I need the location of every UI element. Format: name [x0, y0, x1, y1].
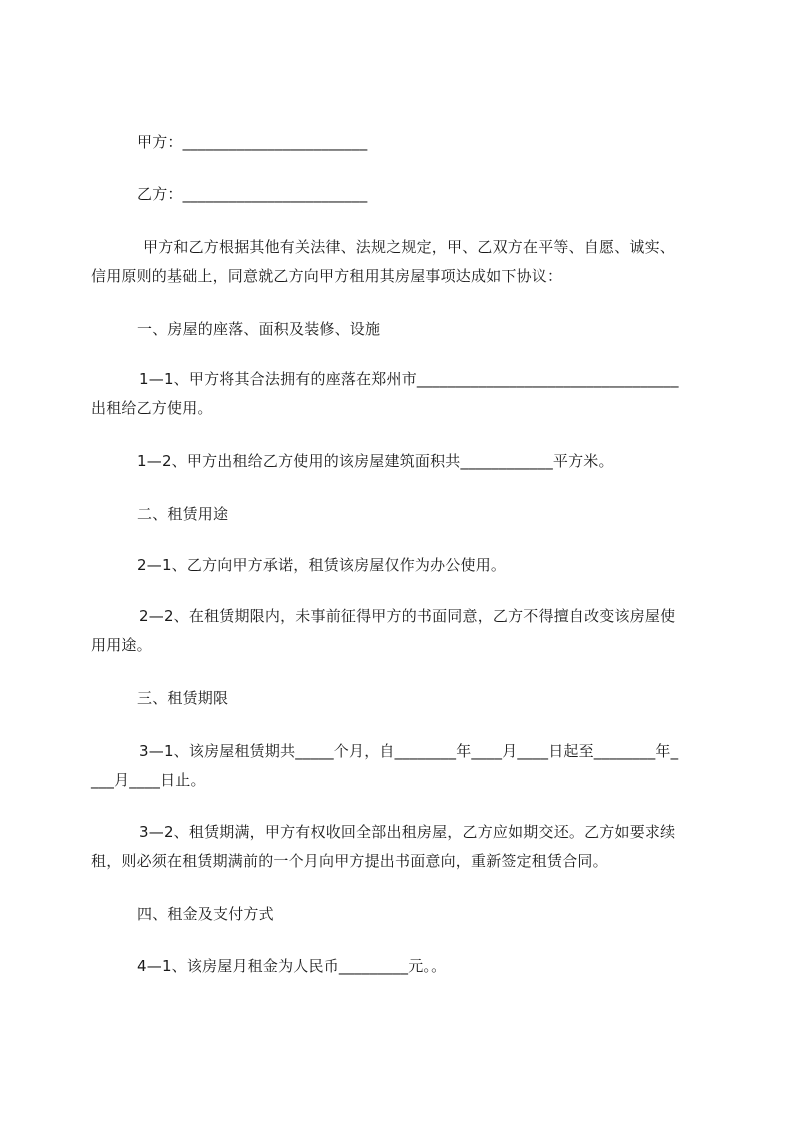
clause-1-1-line-2: 出租给乙方使用。	[91, 399, 213, 417]
clause-3-1-line-2: ___月____日止。	[91, 771, 206, 789]
clause-2-2-line-2: 用用途。	[91, 636, 152, 654]
section-4-heading: 四、租金及支付方式	[137, 905, 274, 923]
clause-2-1: 2—1、乙方向甲方承诺，租赁该房屋仅作为办公使用。	[137, 556, 507, 574]
clause-3-1-line-1: 3—1、该房屋租赁期共_____个月，自________年____月____日起至________年_	[139, 742, 679, 760]
clause-3-2-line-1: 3—2、租赁期满，甲方有权收回全部出租房屋，乙方应如期交还。乙方如要求续	[139, 823, 676, 841]
clause-3-2-line-2: 租，则必须在租赁期满前的一个月向甲方提出书面意向，重新签定租赁合同。	[91, 852, 608, 870]
section-3-heading: 三、租赁期限	[137, 689, 229, 707]
clause-1-2: 1—2、甲方出租给乙方使用的该房屋建筑面积共____________平方米。	[137, 452, 614, 470]
clause-2-2-line-1: 2—2、在租赁期限内，未事前征得甲方的书面同意，乙方不得擅自改变该房屋使	[139, 607, 676, 625]
intro-paragraph-line-1: 甲方和乙方根据其他有关法律、法规之规定，甲、乙双方在平等、自愿、诚实、	[143, 238, 676, 256]
party-a-line: 甲方：________________________	[137, 133, 368, 151]
intro-paragraph-line-2: 信用原则的基础上，同意就乙方向甲方租用其房屋事项达成如下协议：	[91, 267, 563, 285]
clause-1-1-line-1: 1—1、甲方将其合法拥有的座落在郑州市__________________________________	[139, 370, 679, 388]
section-2-heading: 二、租赁用途	[137, 505, 229, 523]
party-b-line: 乙方：________________________	[137, 185, 368, 203]
section-1-heading: 一、房屋的座落、面积及装修、设施	[137, 320, 381, 338]
clause-4-1: 4—1、该房屋月租金为人民币_________元。。	[137, 957, 447, 975]
